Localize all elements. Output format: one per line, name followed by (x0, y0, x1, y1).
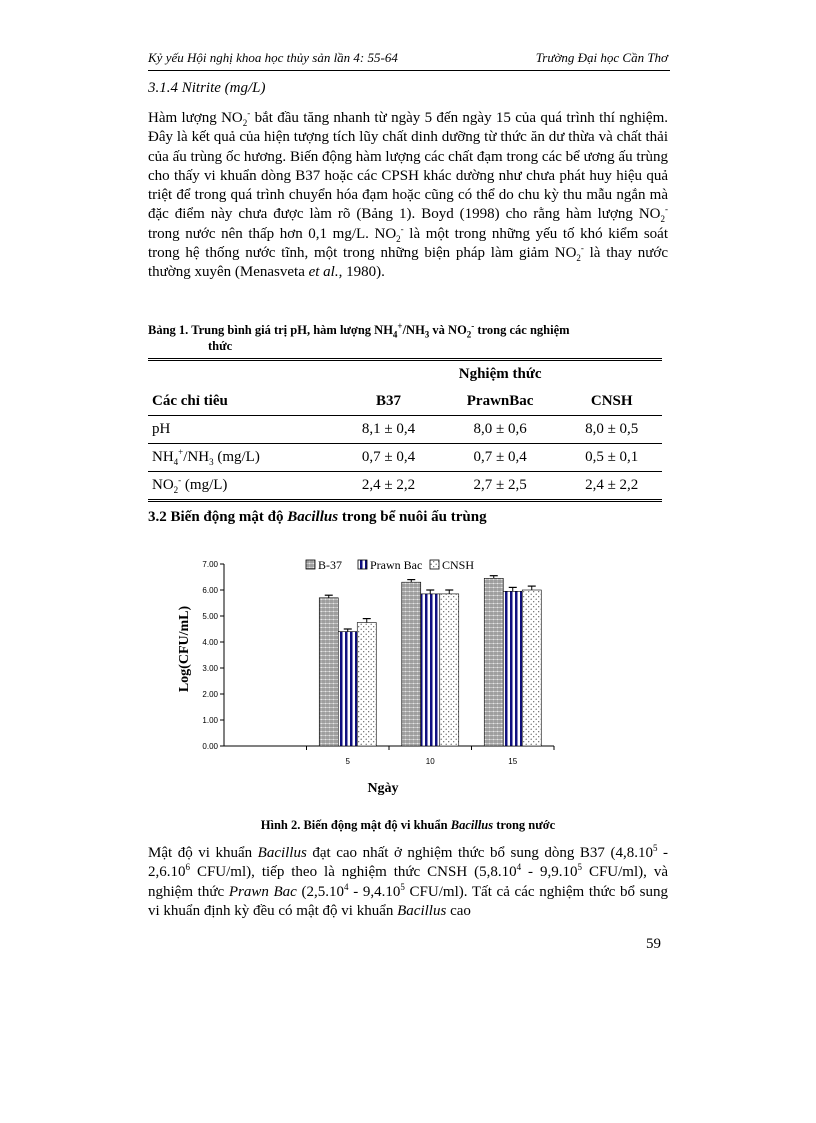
y-tick-label: 6.00 (202, 586, 218, 595)
legend-swatch-cnsh (430, 560, 439, 569)
cell-prawnbac: 0,7 ± 0,4 (439, 444, 562, 472)
bar-cnsh-day-10 (440, 594, 459, 746)
y-tick-label: 7.00 (202, 560, 218, 569)
bacillus-bar-chart (170, 548, 570, 810)
running-header-left: Kỷ yếu Hội nghị khoa học thủy sản lần 4: 55-64 (148, 50, 398, 65)
cell-b37: 8,1 ± 0,4 (338, 416, 439, 444)
legend-label: CNSH (442, 558, 475, 572)
x-tick-label: 10 (425, 757, 435, 766)
running-header-right: Trường Đại học Cần Thơ (535, 50, 668, 65)
row-label: $NO_2^-$ (mg/L) (148, 472, 338, 501)
y-tick-label: 3.00 (202, 664, 218, 673)
col-header-param: Các chỉ tiêu (148, 388, 338, 416)
bar-cnsh-day-5 (357, 623, 376, 747)
cell-prawnbac: 8,0 ± 0,6 (439, 416, 562, 444)
paragraph-bacillus: Mật độ vi khuẩn Bacillus đạt cao nhất ở nghiệm thức bổ sung dòng B37 (4,8.10$^5$ - 2,6.10$^6$ CFU/ml), tiếp theo là nghiệm thức CNSH (5,8.10$^4$ - 9,9.10$^5$ CFU/ml), và nghiệm thức Prawn Bac (2,5.10$^4$ - 9,4.10$^5$ CFU/ml). Tất cả các nghiệm thức bổ sung vi khuẩn định kỳ đều có mật độ vi khuẩn Bacillus cao (148, 843, 669, 919)
page-number: 59 (646, 936, 661, 952)
col-header-b37: B37 (338, 388, 439, 416)
cell-b37: 0,7 ± 0,4 (338, 444, 439, 472)
legend-swatch-prawn-bac (358, 560, 367, 569)
y-axis-label: Log(CFU/mL) (177, 605, 192, 693)
legend-swatch-b-37 (306, 560, 315, 569)
table-caption: Bảng 1. Trung bình giá trị pH, hàm lượng $NH_4^+/NH_3$ và $NO_2^-$ trong các nghiệm thức (148, 320, 570, 353)
results-table (148, 358, 662, 502)
cell-b37: 2,4 ± 2,2 (338, 472, 439, 501)
col-header-prawnbac: PrawnBac (439, 388, 562, 416)
y-tick-label: 4.00 (202, 638, 218, 647)
x-axis-label: Ngày (367, 781, 399, 796)
y-tick-label: 0.00 (202, 742, 218, 751)
group-header: Nghiệm thức (458, 366, 542, 382)
table-header-row (148, 388, 662, 416)
cell-cnsh: 8,0 ± 0,5 (561, 416, 662, 444)
legend-label: B-37 (318, 558, 342, 572)
row-label: $NH_4^+/NH_3$ (mg/L) (148, 444, 338, 472)
figure-caption: Hình 2. Biến động mật độ vi khuẩn Bacillus trong nước (260, 818, 556, 832)
subsection-title: 3.1.4 Nitrite (mg/L) (148, 80, 266, 96)
table-row (148, 416, 662, 444)
bar-prawn-bac-day-10 (421, 594, 440, 746)
y-tick-label: 1.00 (202, 716, 218, 725)
section-heading-3-2: 3.2 Biến động mật độ Bacillus trong bể nuôi ấu trùng (148, 509, 487, 525)
legend-label: Prawn Bac (370, 558, 423, 572)
cell-prawnbac: 2,7 ± 2,5 (439, 472, 562, 501)
bar-b-37-day-5 (319, 598, 338, 746)
y-tick-label: 5.00 (202, 612, 218, 621)
bar-prawn-bac-day-15 (503, 591, 522, 746)
cell-cnsh: 2,4 ± 2,2 (561, 472, 662, 501)
header-rule (148, 70, 670, 71)
bar-b-37-day-15 (484, 578, 503, 746)
col-header-cnsh: CNSH (561, 388, 662, 416)
row-label: pH (148, 416, 338, 444)
x-tick-label: 15 (508, 757, 518, 766)
paragraph-nitrite: Hàm lượng $NO_2^-$ bắt đầu tăng nhanh từ ngày 5 đến ngày 15 của quá trình thí nghiệm. Đây là kết quả của hiện tượng tích lũy chất dinh dưỡng từ thức ăn dư thừa và chất thải của ấu trùng ốc hương. Biến động hàm lượng các chất đạm trong các bể ương ấu trùng cho thấy vi khuẩn dòng B37 hoặc các CPSH khác dường như chưa phát huy hiệu quả triệt để trong quá trình chuyển hóa đạm hoặc cũng có thể do chu kỳ thu mẫu ngắn mà đặc điểm này chưa được làm rõ (Bảng 1). Boyd (1998) cho rằng hàm lượng $NO_2^-$ trong nước nên thấp hơn 0,1 mg/L. $NO_2^-$ là một trong những yếu tố khó kiểm soát trong hệ thống nước tĩnh, một trong những biện pháp làm giảm $NO_2^-$ là thay nước thường xuyên (Menasveta et al., 1980). (148, 108, 669, 281)
table-row (148, 444, 662, 472)
y-tick-label: 2.00 (202, 690, 218, 699)
x-tick-label: 5 (345, 757, 350, 766)
bar-cnsh-day-15 (522, 590, 541, 746)
table-group-header-row (148, 360, 662, 389)
bar-b-37-day-10 (402, 582, 421, 746)
cell-cnsh: 0,5 ± 0,1 (561, 444, 662, 472)
table-row (148, 472, 662, 501)
bar-prawn-bac-day-5 (338, 632, 357, 746)
